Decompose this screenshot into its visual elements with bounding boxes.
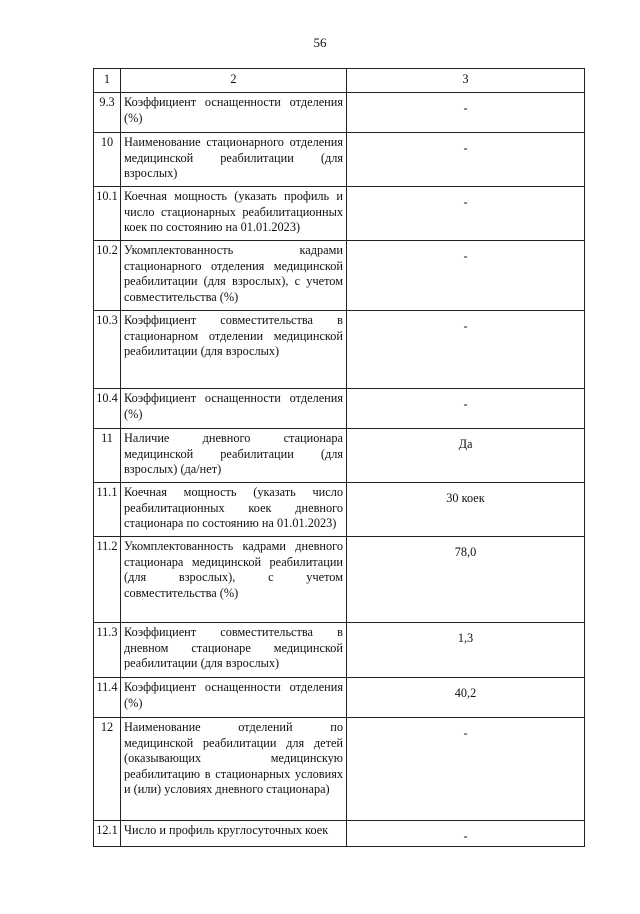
row-value: 40,2 xyxy=(347,678,585,718)
header-col-1: 1 xyxy=(94,69,121,93)
row-number: 11.1 xyxy=(94,483,121,537)
header-row xyxy=(94,69,585,93)
table-row xyxy=(94,718,585,821)
row-value: 30 коек xyxy=(347,483,585,537)
table-row xyxy=(94,537,585,623)
row-value: - xyxy=(347,187,585,241)
table-row xyxy=(94,389,585,429)
row-value: - xyxy=(347,718,585,821)
row-value: Да xyxy=(347,429,585,483)
table-row xyxy=(94,93,585,133)
row-value: - xyxy=(347,133,585,187)
row-number: 11.2 xyxy=(94,537,121,623)
header-col-2: 2 xyxy=(121,69,347,93)
row-description: Коэффициент оснащенности отделения (%) xyxy=(121,93,347,133)
row-value: - xyxy=(347,389,585,429)
row-description: Коэффициент совместительства в стационарном отделении медицинской реабилитации (для взрослых) xyxy=(121,311,347,389)
row-description: Коечная мощность (указать число реабилитационных коек дневного стационара по состоянию на 01.01.2023) xyxy=(121,483,347,537)
row-number: 10.3 xyxy=(94,311,121,389)
row-value: - xyxy=(347,821,585,847)
table-row xyxy=(94,241,585,311)
row-description: Наименование стационарного отделения медицинской реабилитации (для взрослых) xyxy=(121,133,347,187)
row-description: Укомплектованность кадрами стационарного отделения медицинской реабилитации (для взрослых), с учетом совместительства (%) xyxy=(121,241,347,311)
row-description: Наличие дневного стационара медицинской реабилитации (для взрослых) (да/нет) xyxy=(121,429,347,483)
row-description: Коечная мощность (указать профиль и число стационарных реабилитационных коек по состоянию на 01.01.2023) xyxy=(121,187,347,241)
row-value: 1,3 xyxy=(347,623,585,678)
row-number: 10.1 xyxy=(94,187,121,241)
row-number: 10.2 xyxy=(94,241,121,311)
row-value: 78,0 xyxy=(347,537,585,623)
table-row xyxy=(94,483,585,537)
row-number: 12.1 xyxy=(94,821,121,847)
row-description: Наименование отделений по медицинской реабилитации для детей (оказывающих медицинскую реабилитацию в стационарных условиях и (или) условиях дневного стационара) xyxy=(121,718,347,821)
row-description: Укомплектованность кадрами дневного стационара медицинской реабилитации (для взрослых), с учетом совместительства (%) xyxy=(121,537,347,623)
table-row xyxy=(94,133,585,187)
table-row xyxy=(94,429,585,483)
page-number: 56 xyxy=(313,35,327,50)
table-row xyxy=(94,187,585,241)
row-description: Коэффициент оснащенности отделения (%) xyxy=(121,678,347,718)
row-number: 11 xyxy=(94,429,121,483)
data-table xyxy=(93,68,585,847)
row-number: 11.3 xyxy=(94,623,121,678)
row-number: 12 xyxy=(94,718,121,821)
row-number: 11.4 xyxy=(94,678,121,718)
row-value: - xyxy=(347,241,585,311)
table-row xyxy=(94,311,585,389)
row-description: Коэффициент оснащенности отделения (%) xyxy=(121,389,347,429)
row-description: Число и профиль круглосуточных коек xyxy=(121,821,347,847)
header-col-3: 3 xyxy=(347,69,585,93)
table-row xyxy=(94,623,585,678)
row-number: 10.4 xyxy=(94,389,121,429)
table-row xyxy=(94,678,585,718)
row-value: - xyxy=(347,311,585,389)
row-value: - xyxy=(347,93,585,133)
row-description: Коэффициент совместительства в дневном стационаре медицинской реабилитации (для взрослых) xyxy=(121,623,347,678)
row-number: 10 xyxy=(94,133,121,187)
table-row xyxy=(94,821,585,847)
row-number: 9.3 xyxy=(94,93,121,133)
